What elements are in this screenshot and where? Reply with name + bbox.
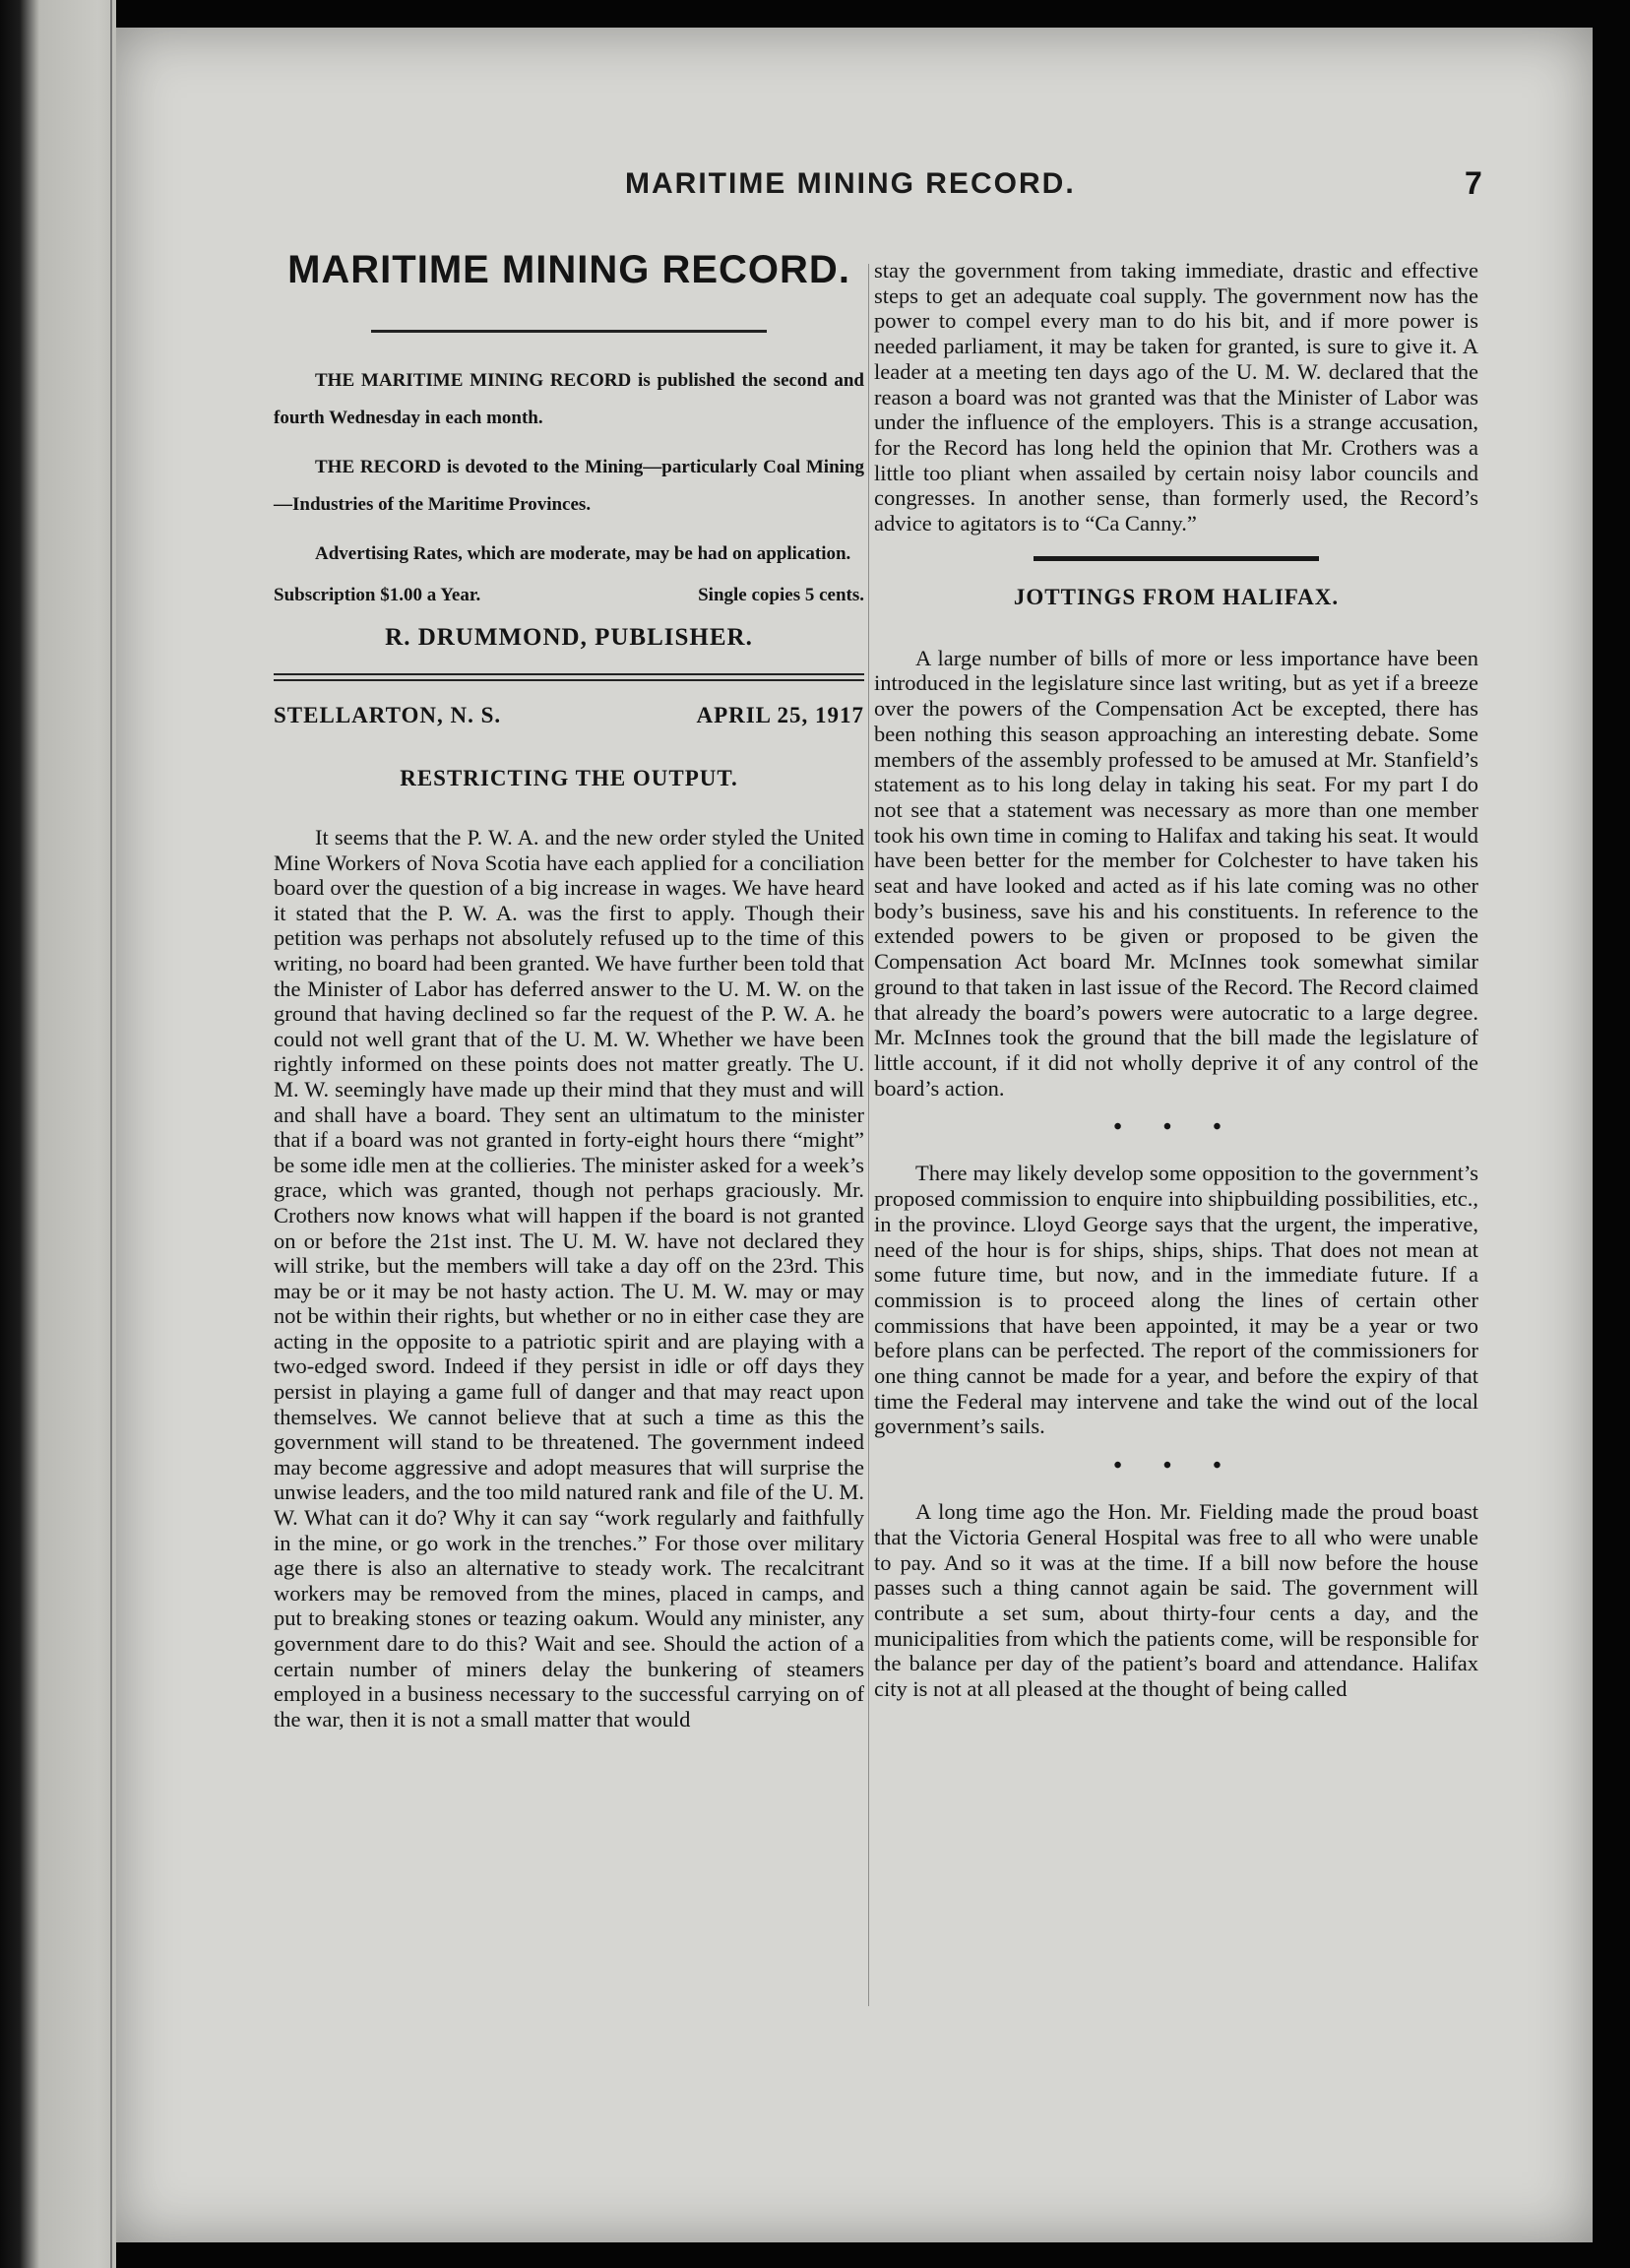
- column-divider: [868, 264, 869, 2006]
- dateline-rule: [274, 673, 864, 681]
- publisher-line: R. DRUMMOND, PUBLISHER.: [385, 624, 753, 651]
- publication-notice: THE MARITIME MINING RECORD is published the second and fourth Wednesday in each month.: [274, 370, 864, 428]
- dateline: [274, 703, 864, 728]
- jottings-paragraph: A long time ago the Hon. Mr. Fielding made the proud boast that the Victoria General Hospital was free to all who were unable to pay. And so it was at the time. If a bill now before the house passes such a thing cannot again be said. The government will contribute a set sum, about thirty-four cents a day, and the municipalities from which the patients come, will be responsible for the balance per day of the patient’s board and attendance. Halifax city is not at all pleased at the thought of being called: [874, 1499, 1478, 1702]
- jottings-paragraph: A large number of bills of more or less importance have been introduced in the legislature since last writing, but as yet if a breeze over the powers of the Compensation Act be excepted, there has been nothing this season approaching an interesting debate. Some members of the assembly professed to be amused at Mr. Stanfield’s statement as to his long delay in taking his seat. For my part I do not see that a statement was necessary as more than one member took his own time in coming to Halifax and taking his seat. It would have been better for the member for Colchester to have taken his seat and have looked and acted as if his late coming was no other body’s business, save his and his constituents. In reference to the extended powers to be given or proposed to be given the Compensation Act board Mr. McInnes took somewhat similar ground to that taken in last issue of the Record. The Record claimed that already the board’s powers were autocratic to a large degree. Mr. McInnes took the ground that the bill made the legislature of little account, if it did not wholly deprive it of any control of the board’s action.: [874, 645, 1478, 1101]
- dateline-date: APRIL 25, 1917: [696, 703, 864, 727]
- section-rule: [1034, 556, 1319, 561]
- article-continuation: stay the government from taking immediate, drastic and effective steps to get an adequate coal supply. The government now has the power to compel every man to do his bit, and if more power is needed parliament, it may be taken for granted, is sure to give it. A leader at a meeting ten days ago of the U. M. W. declared that the reason a board was not granted was that the Minister of Labor was under the influence of the employers. This is a strange accusation, for the Record has long held the opinion that Mr. Crothers was a little too pliant when assailed by certain noisy labor councils and congresses. In another sense, than formerly used, the Record’s advice to agitators is to “Ca Canny.”: [874, 258, 1478, 536]
- price-row: [274, 585, 864, 606]
- article-headline-restricting-output: RESTRICTING THE OUTPUT.: [400, 766, 738, 790]
- article-body-restricting-output: It seems that the P. W. A. and the new order styled the United Mine Workers of Nova Scotia have each applied for a conciliation board over the question of a big increase in wages. We have heard it stated that the P. W. A. was the first to apply. Though their petition was perhaps not absolutely refused up to the time of this writing, no board had been granted. We have further been told that the Minister of Labor has deferred answer to the U. M. W. on the ground that having declined so far the request of the P. W. A. he could not well grant that of the U. M. W. Whether we have been rightly informed on these points does not matter greatly. The U. M. W. seemingly have made up their mind that they must and will and shall have a board. They sent an ultimatum to the minister that if a board was not granted in forty-eight hours there “might” be some idle men at the collieries. The minister asked for a week’s grace, which was granted, though not perhaps graciously. Mr. Crothers now knows what will happen if the board is not granted on or before the 21st inst. The U. M. W. have not declared they will strike, but the members will take a day off on the 23rd. This may be or it may be not hasty action. The U. M. W. may or may not be within their rights, but whether or no in either case they are acting in the opposite to a patriotic spirit and are playing with a two-edged sword. Indeed if they persist in idle or off days they persist in playing a game full of danger and that may react upon themselves. We cannot believe that at such a time as this the government will stand to be threatened. The government indeed may become aggressive and adopt measures that will surprise the unwise leaders, and the too mild natured rank and file of the U. M. W. What can it do? Why it can say “work regularly and faithfully in the mine, or go work in the trenches.” For those over military age there is also an alternative to steady work. The recalcitrant workers may be removed from the mines, placed in camps, and put to breaking stones or teazing oakum. Would any minister, any government dare to do this? Wait and see. Should the action of a certain number of miners delay the bunkering of steamers employed in a business necessary to the successful carrying on of the war, then it is not a small matter that would: [274, 825, 864, 1732]
- running-head: MARITIME MINING RECORD.: [625, 167, 1076, 200]
- page-number: 7: [1465, 165, 1482, 201]
- section-separator: • • •: [1113, 1453, 1239, 1480]
- subscription-price: Subscription $1.00 a Year.: [274, 585, 481, 605]
- jottings-paragraph: There may likely develop some opposition to the government’s proposed commission to enquire into shipbuilding possibilities, etc., in the province. Lloyd George says that the urgent, the imperative, need of the hour is for ships, ships, ships. That does not mean at some future time, but now, and in the immediate future. If a commission is to proceed along the lines of certain other commissions that have been appointed, it may be a year or two before plans can be perfected. The report of the commissioners for one thing cannot be made for a year, and before the expiry of that time the Federal may intervene and take the wind out of the local government’s sails.: [874, 1161, 1478, 1439]
- binding-edge: [0, 0, 116, 2268]
- devotion-notice: THE RECORD is devoted to the Mining—particularly Coal Mining—Industries of the Maritime Provinces.: [274, 457, 864, 515]
- masthead-rule: [371, 330, 767, 333]
- left-column: [274, 242, 864, 1732]
- dateline-place: STELLARTON, N. S.: [274, 703, 502, 727]
- advertising-notice: Advertising Rates, which are moderate, may be had on application.: [315, 543, 851, 564]
- masthead-title: MARITIME MINING RECORD.: [287, 248, 850, 291]
- article-headline-jottings: JOTTINGS FROM HALIFAX.: [1013, 584, 1340, 609]
- right-column: [874, 258, 1478, 1702]
- section-separator: • • •: [1113, 1114, 1239, 1141]
- single-copy-price: Single copies 5 cents.: [698, 585, 864, 605]
